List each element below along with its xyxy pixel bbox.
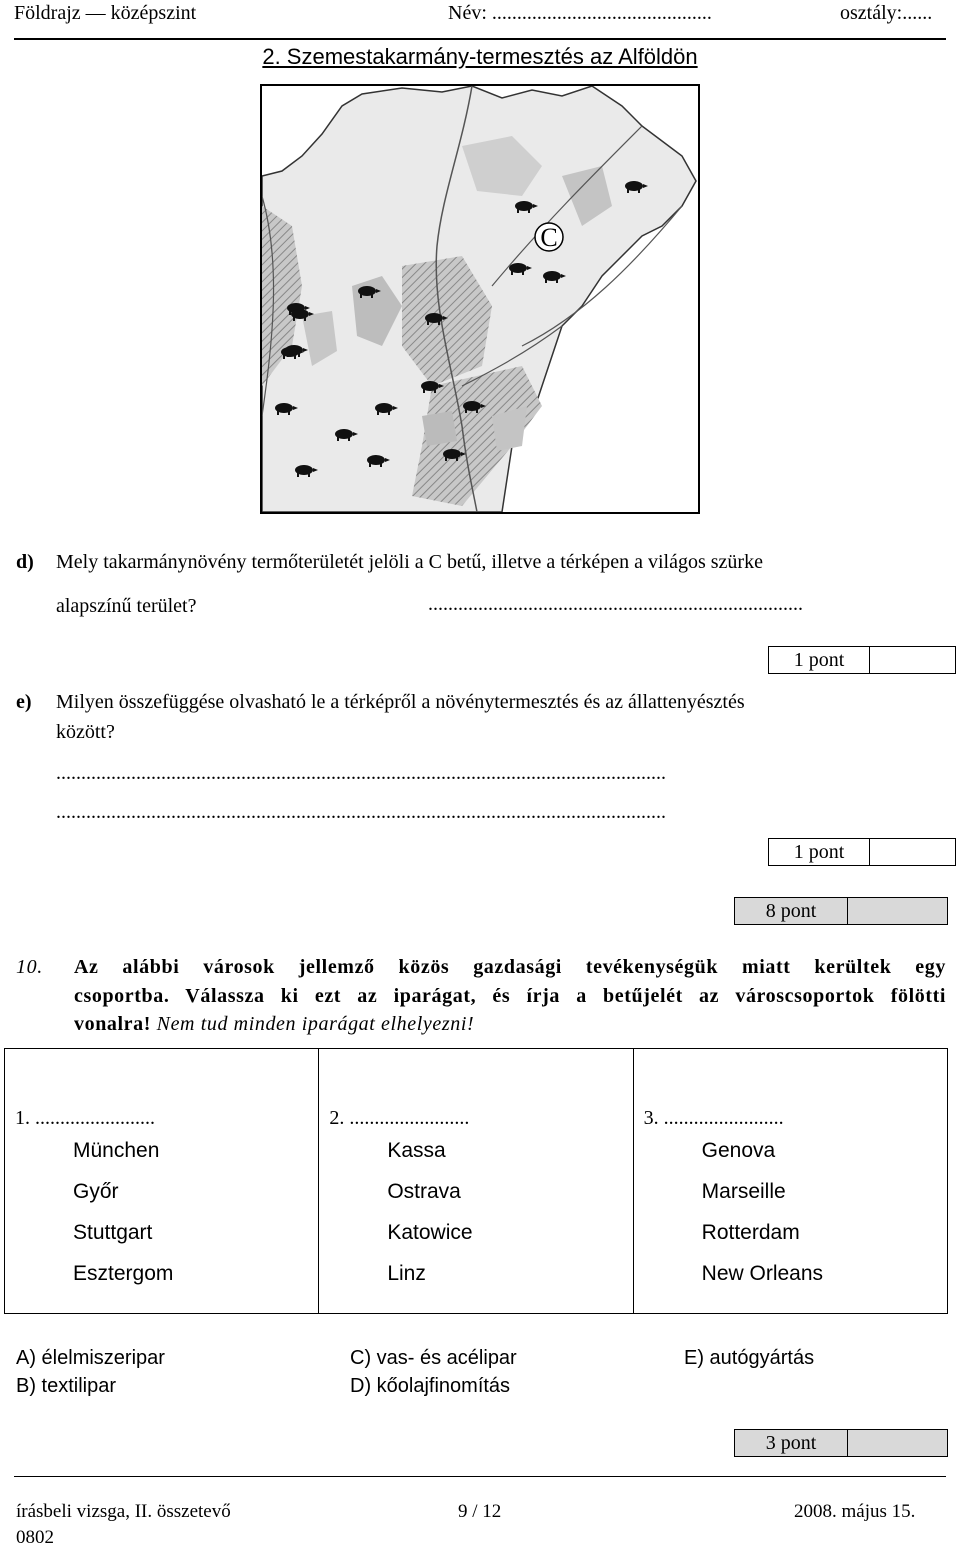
question-e-text2: között? <box>56 721 115 743</box>
city-group-1 <box>5 1049 319 1314</box>
option-a: A) élelmiszeripar <box>16 1347 165 1369</box>
task10-line2: csoportba. Válassza ki ezt az iparágat, és írja a betűjelét az városcsoportok fölötti <box>74 985 946 1007</box>
footer-exam: írásbeli vizsga, II. összetevő <box>16 1501 231 1522</box>
task10-score-box <box>734 1429 948 1457</box>
question-d-text2: alapszínű terület? <box>56 595 197 617</box>
score-cell[interactable] <box>848 898 947 924</box>
question-d-points: 1 pont <box>769 647 870 673</box>
grey-patch-6 <box>422 411 457 446</box>
city-item: Győr <box>73 1180 119 1203</box>
group-3-answer-line[interactable]: 3. ........................ <box>643 1107 784 1129</box>
task9-total-box <box>734 897 948 925</box>
city-item: München <box>73 1139 160 1162</box>
score-cell[interactable] <box>870 647 955 673</box>
section-title: 2. Szemestakarmány-termesztés az Alföldön <box>262 44 698 69</box>
option-e: E) autógyártás <box>684 1347 815 1369</box>
city-item: Kassa <box>387 1139 446 1162</box>
task10-line1: Az alábbi városok jellemző közös gazdasági tevékenységük miatt kerültek egy <box>74 956 946 978</box>
map-figure <box>260 84 700 514</box>
city-groups-table <box>4 1048 948 1314</box>
question-d-score-box <box>768 646 956 674</box>
city-item: New Orleans <box>701 1262 824 1285</box>
city-item: Rotterdam <box>701 1221 800 1244</box>
header-rule <box>14 38 946 40</box>
city-item: Katowice <box>387 1221 473 1244</box>
city-item: Ostrava <box>387 1180 461 1203</box>
question-e-answer-line-1[interactable]: .......................................................................................................................... <box>56 762 666 784</box>
footer-code: 0802 <box>16 1527 54 1548</box>
city-item: Marseille <box>701 1180 786 1203</box>
question-e-score-box <box>768 838 956 866</box>
footer-page: 9 / 12 <box>458 1501 502 1522</box>
task10-points: 3 pont <box>735 1430 848 1456</box>
header-name-field: Név: ............................................ <box>448 2 712 24</box>
group-2-answer-line[interactable]: 2. ........................ <box>329 1107 470 1129</box>
score-cell[interactable] <box>870 839 955 865</box>
question-d-answer-line[interactable]: ........................................................................... <box>428 593 803 615</box>
question-e-points: 1 pont <box>769 839 870 865</box>
city-item: Genova <box>701 1139 776 1162</box>
task10-line3-italic: Nem tud minden iparágat elhelyezni! <box>156 1013 475 1035</box>
score-cell[interactable] <box>848 1430 947 1456</box>
question-e-text: Milyen összefüggése olvasható le a térképről a növénytermesztés és az állattenyésztés <box>56 691 745 713</box>
task10-line3-bold: vonalra! <box>74 1013 152 1035</box>
question-d-text: Mely takarmánynövény termőterületét jelöli a C betű, illetve a térképen a világos szürke <box>56 551 763 573</box>
c-marker-label: C <box>540 223 558 252</box>
option-d: D) kőolajfinomítás <box>350 1375 511 1397</box>
map-svg <box>262 86 698 512</box>
task10-number: 10. <box>16 956 43 978</box>
question-d-label: d) <box>16 551 34 573</box>
city-group-3 <box>633 1049 947 1314</box>
question-e-answer-line-2[interactable]: .......................................................................................................................... <box>56 801 666 823</box>
city-item: Stuttgart <box>73 1221 153 1244</box>
city-group-2 <box>319 1049 633 1314</box>
option-c: C) vas- és acélipar <box>350 1347 517 1369</box>
city-item: Linz <box>387 1262 426 1285</box>
footer-date: 2008. május 15. <box>794 1501 916 1522</box>
group-1-answer-line[interactable]: 1. ........................ <box>15 1107 155 1129</box>
task10-line3 <box>74 1010 474 1038</box>
option-b: B) textilipar <box>16 1375 117 1397</box>
task9-total-points: 8 pont <box>735 898 848 924</box>
question-e-label: e) <box>16 691 32 713</box>
city-item: Esztergom <box>73 1262 174 1285</box>
header-subject: Földrajz — középszint <box>14 2 197 24</box>
footer-rule <box>14 1476 946 1477</box>
header-class-field: osztály:...... <box>840 2 933 24</box>
